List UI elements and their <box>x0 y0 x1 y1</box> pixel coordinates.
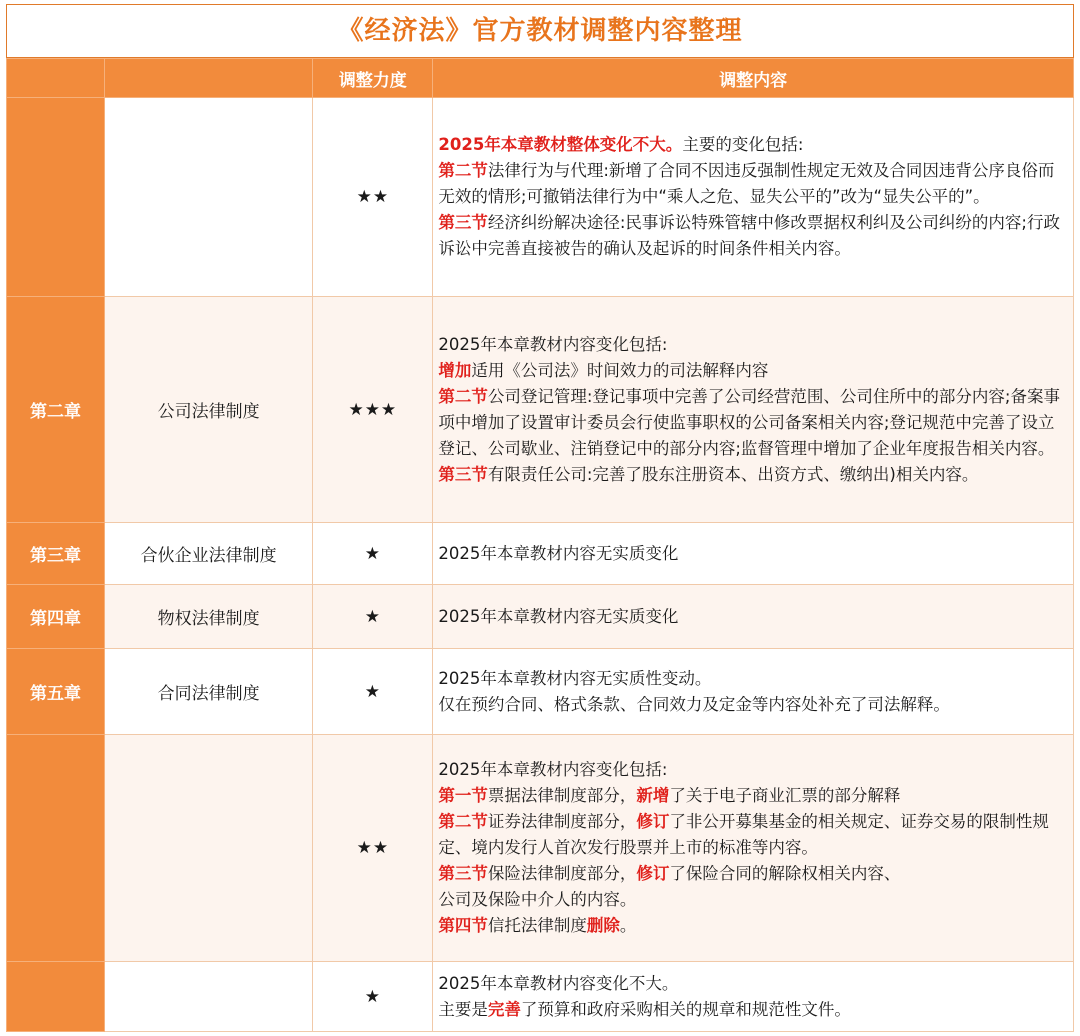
highlight-text: 完善 <box>487 999 521 1019</box>
content-line <box>438 666 1067 692</box>
content-cell <box>433 735 1074 962</box>
content-text: 保险法律制度部分， <box>487 864 637 883</box>
highlight-text: 修订 <box>636 812 670 831</box>
page-title: 《经济法》官方教材调整内容整理 <box>6 4 1074 58</box>
content-cell <box>433 98 1074 297</box>
adjustment-table <box>6 58 1074 1032</box>
header-chapter <box>7 59 105 98</box>
content-text: 了非公开募集基金的相关规定、证券交易的限制性规定、境内发行人首次发行股票并上市的标准等内容。 <box>438 812 1049 857</box>
header-content: 调整内容 <box>433 59 1074 98</box>
chapter-cell: 第三章 <box>7 523 105 585</box>
content-line <box>438 692 1067 718</box>
content-line <box>438 783 1067 809</box>
table-row <box>7 297 1074 523</box>
table-row <box>7 98 1074 297</box>
highlight-text: 增加 <box>438 360 472 380</box>
intensity-stars: ★★ <box>313 735 433 962</box>
content-line <box>438 358 1067 384</box>
content-text: 主要是 <box>438 999 488 1019</box>
table-row <box>7 735 1074 962</box>
content-text: 2025年本章教材内容无实质变化 <box>438 543 679 563</box>
content-line <box>438 757 1067 783</box>
table-header-row <box>7 59 1074 98</box>
content-line <box>438 887 1067 913</box>
chapter-cell <box>7 98 105 297</box>
intensity-stars: ★ <box>313 523 433 585</box>
highlight-text: 第四节 <box>438 916 488 935</box>
content-text: 证券法律制度部分， <box>487 812 637 831</box>
chapter-name-cell <box>105 735 313 962</box>
content-text: 2025年本章教材内容无实质变化 <box>438 606 679 626</box>
content-text: 主要的变化包括: <box>682 135 804 154</box>
content-line <box>438 210 1067 262</box>
header-name <box>105 59 313 98</box>
highlight-text: 第二节 <box>438 386 488 406</box>
content-text: 有限责任公司:完善了股东注册资本、出资方式、缴纳出)相关内容。 <box>487 464 979 484</box>
content-text: 公司登记管理:登记事项中完善了公司经营范围、公司住所中的部分内容;备案事项中增加了设置审计委员会行使监事职权的公司备案相关内容;登记规范中完善了设立登记、公司歇业、注销登记中的部分内容;监督管理中增加了企业年度报告相关内容。 <box>438 386 1060 458</box>
content-text: 法律行为与代理:新增了合同不因违反强制性规定无效及合同因违背公序良俗而无效的情形;可撤销法律行为中“乘人之危、显失公平的”改为“显失公平的”。 <box>438 161 1055 206</box>
content-line <box>438 971 1067 997</box>
chapter-cell: 第四章 <box>7 585 105 649</box>
content-text: 了关于电子商业汇票的部分解释 <box>669 786 901 805</box>
content-text: 。 <box>619 916 637 935</box>
chapter-name-cell: 公司法律制度 <box>105 297 313 523</box>
intensity-stars: ★ <box>313 962 433 1032</box>
content-text: 2025年本章教材内容变化包括: <box>438 760 668 779</box>
intensity-stars: ★★ <box>313 98 433 297</box>
chapter-cell: 第二章 <box>7 297 105 523</box>
chapter-cell <box>7 962 105 1032</box>
content-line <box>438 997 1067 1023</box>
chapter-cell <box>7 735 105 962</box>
content-line <box>438 332 1067 358</box>
content-text: 2025年本章教材内容无实质性变动。 <box>438 668 712 688</box>
intensity-stars: ★ <box>313 585 433 649</box>
content-line <box>438 913 1067 939</box>
content-cell <box>433 649 1074 735</box>
document-frame <box>6 4 1074 1030</box>
highlight-text: 第三节 <box>438 464 488 484</box>
content-line <box>438 462 1067 488</box>
highlight-text: 新增 <box>636 786 670 805</box>
chapter-name-cell <box>105 98 313 297</box>
header-intensity: 调整力度 <box>313 59 433 98</box>
content-line <box>438 132 1067 158</box>
highlight-text: 2025年本章教材整体变化不大。 <box>438 135 683 154</box>
chapter-name-cell: 合伙企业法律制度 <box>105 523 313 585</box>
table-row <box>7 523 1074 585</box>
content-cell <box>433 585 1074 649</box>
content-text: 公司及保险中介人的内容。 <box>438 890 637 909</box>
highlight-text: 修订 <box>636 864 670 883</box>
content-text: 信托法律制度 <box>487 916 587 935</box>
intensity-stars: ★★★ <box>313 297 433 523</box>
chapter-cell: 第五章 <box>7 649 105 735</box>
content-line <box>438 604 1067 630</box>
content-cell <box>433 297 1074 523</box>
highlight-text: 第二节 <box>438 161 488 180</box>
table-row <box>7 962 1074 1032</box>
content-line <box>438 809 1067 861</box>
highlight-text: 删除 <box>586 916 620 935</box>
content-text: 票据法律制度部分， <box>487 786 637 805</box>
content-line <box>438 541 1067 567</box>
chapter-name-cell <box>105 962 313 1032</box>
content-text: 了预算和政府采购相关的规章和规范性文件。 <box>520 999 851 1019</box>
content-line <box>438 861 1067 887</box>
highlight-text: 第三节 <box>438 213 488 232</box>
content-text: 了保险合同的解除权相关内容、 <box>669 864 901 883</box>
chapter-name-cell: 物权法律制度 <box>105 585 313 649</box>
intensity-stars: ★ <box>313 649 433 735</box>
content-cell <box>433 523 1074 585</box>
highlight-text: 第一节 <box>438 786 488 805</box>
table-row <box>7 585 1074 649</box>
content-text: 仅在预约合同、格式条款、合同效力及定金等内容处补充了司法解释。 <box>438 694 950 714</box>
table-row <box>7 649 1074 735</box>
content-text: 2025年本章教材内容变化不大。 <box>438 973 679 993</box>
content-text: 经济纠纷解决途径:民事诉讼特殊管辖中修改票据权利纠及公司纠纷的内容;行政诉讼中完善直接被告的确认及起诉的时间条件相关内容。 <box>438 213 1060 258</box>
content-line <box>438 384 1067 462</box>
content-line <box>438 158 1067 210</box>
content-text: 2025年本章教材内容变化包括: <box>438 334 668 354</box>
chapter-name-cell: 合同法律制度 <box>105 649 313 735</box>
highlight-text: 第三节 <box>438 864 488 883</box>
content-text: 适用《公司法》时间效力的司法解释内容 <box>471 360 769 380</box>
highlight-text: 第二节 <box>438 812 488 831</box>
content-cell <box>433 962 1074 1032</box>
